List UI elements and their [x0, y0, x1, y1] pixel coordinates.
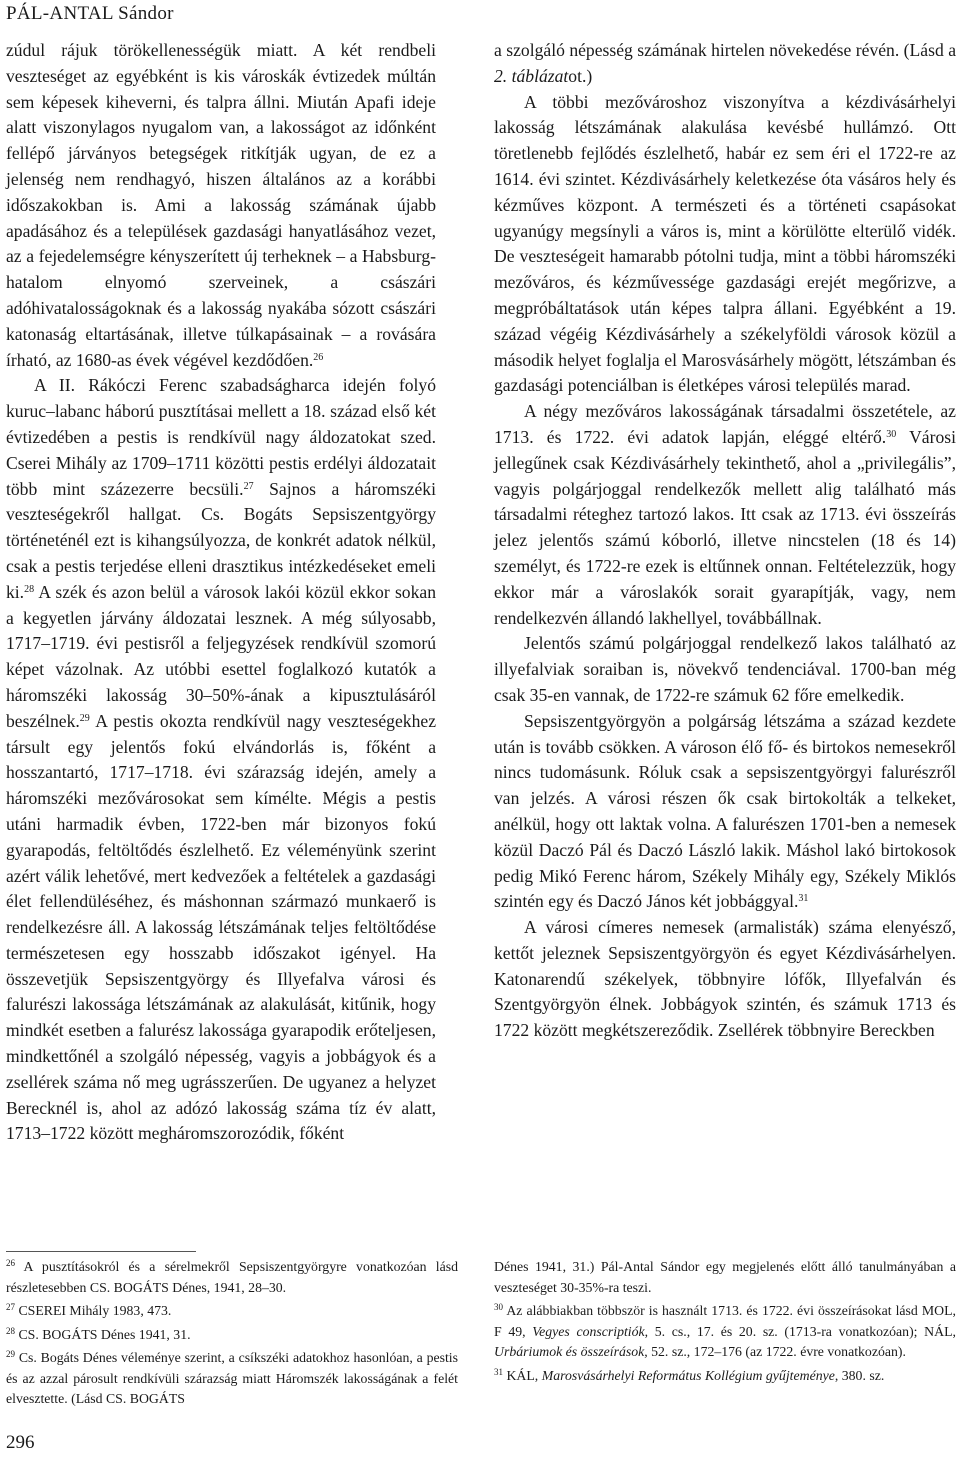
footnote-text: , 380. sz.: [834, 1367, 885, 1383]
paragraph-text: ot.): [568, 65, 593, 86]
footnote-continuation: Dénes 1941, 31.) Pál-Antal Sándor egy megjelenés előtt álló tanulmányában a veszteséget 30-35%-ra teszi.: [494, 1259, 956, 1295]
footnote: [6, 1325, 458, 1346]
footnote-number: 28: [6, 1325, 15, 1336]
paragraph-text: zúdul rájuk törökellenességük miatt. A két rendbeli veszteséget az egyébként is kis városkák évtizedek múltán sem képesek kiheverni, és talpra állni. Miután Apafi ideje alatt viszonylagos nyugalom van, a lakosságot az időnként fellépő járványos betegségek ritkítják ugyan, de ez a jelenség nem rendhagyó, hiszen általános az a korábbi időszakokban is. Ami a lakosság számának újabb apadásához és a települések gazdasági hanyatlásához vezet, az a fejedelemségre kényszerített új terheknek – a Habsburg-hatalom elnyomó szerveinek, a császári adóhivatalosságoknak és a lakosság nyakába sózott császári katonaság eltartásának, illetve túlkapásainak – a rovására írható, az 1680-as évek végével kezdődően.: [6, 40, 436, 370]
footnote-ref[interactable]: 29: [79, 712, 90, 724]
paragraph: [6, 38, 436, 373]
footnote-text: , 5. cs., 17. és 20. sz. (1713-ra vonatkozóan); NÁL,: [644, 1323, 956, 1339]
footnote: [6, 1348, 458, 1410]
paragraph-text: Sajnos a háromszéki veszteségekről hallgat. Cs. Bogáts Sepsiszentgyörgy történeténél ezt is kihangsúlyozza, de konkrét adatok nélkül, csak a pestis terjedése elleni drasztikus intézkedéseket emeli ki.: [6, 478, 436, 602]
footnote-text: , 52. sz., 172–176 (az 1722. évre vonatkozóan).: [644, 1344, 906, 1359]
paragraph: [494, 38, 956, 90]
footnote-separator: [6, 1251, 196, 1252]
footnote-text: Cs. Bogáts Dénes véleménye szerint, a csíkszéki adatokhoz hasonlóan, a pestis és az azzal párosult rendkívüli szárazság miatt Háromszék lakosságának a felét elvesztette. (Lásd CS. BOGÁTS: [6, 1350, 458, 1406]
footnotes-left: [6, 1257, 458, 1413]
paragraph-text: A pestis okozta rendkívül nagy veszteségekhez társult egy jelentős fokú elvándorlás is, főként a hosszantartó, 1717–1718. évi szárazság idején, amely a háromszéki mezővárosokat sem kímélte. Mégis a pestis utáni harmadik évben, 1722-ben már bizonyos fokú gyarapodás, feltöltődés észlelhető. Ez véleményünk szerint azért válik lehetővé, mert kedvezőek a feltételek a gazdasági élet fellendüléséhez, és máshonnan származó munkaerő is rendelkezésre áll. A lakosság létszámának teljes feltöltődése természetesen egy hosszabb időszakot igényel. Ha összevetjük Sepsiszentgyörgy és Illyefalva városi és falurészi lakossága létszámának az alakulását, kitűnik, hogy mindkét esetben a falurész lakossága gyarapodik erőteljesen, mindkettőnél a szolgáló népesség, vagyis a jobbágyok és a zsellérek száma nő meg ugrásszerűen. De ugyanez a helyzet Berecknél is, ahol az adózó lakosság száma tíz év alatt, 1713–1722 között megháromszorozódik, főként: [6, 710, 436, 1144]
footnote-text: CS. BOGÁTS Dénes 1941, 31.: [18, 1326, 191, 1342]
paragraph: [494, 709, 956, 915]
paragraph-text: A négy mezőváros lakosságának társadalmi összetétele, az 1713. és 1722. évi adatok lapján, eléggé eltérő.: [494, 401, 956, 447]
table-reference: 2. táblázat: [494, 65, 569, 86]
paragraph-text: Sepsiszentgyörgyön a polgárság létszáma a század kezdete után is tovább csökken. A városon élő fő- és birtokos nemesekről nincs tudomásunk. Róluk csak a sepsiszentgyörgyi falurészről van jelzés. A városi részen ők csak birtokolták a telkeket, anélkül, hogy ott laktak volna. A falurészen 1701-ben a nemesek közül Daczó Pál és Daczó László lakik. Máshol lakó birtokosok pedig Mikó Ferenc három, Székely Mihály egy, Székely Miklós szintén egy és Daczó János két jobbággyal.: [494, 710, 956, 912]
paragraph-text: a szolgáló népesség számának hirtelen növekedése révén. (Lásd a: [494, 40, 956, 60]
footnote-number: 26: [6, 1258, 15, 1268]
footnote-text: CSEREI Mihály 1983, 473.: [18, 1303, 172, 1318]
paragraph-text: A szék és azon belül a városok lakói közül ekkor sokan a kegyetlen járvány áldozatai lesznek. A még súlyosabb, 1717–1719. évi pestisről a feljegyzések rendkívül szomorú képet vázolnak. Az utóbbi esettel foglalkozó kutatók a háromszéki lakosság 30–50%-ának a kipusztulásáról beszélnek.: [6, 581, 436, 731]
footnote-number: 29: [6, 1349, 15, 1359]
footnote: [494, 1366, 956, 1387]
paragraph: Jelentős számú polgárjoggal rendelkező lakos található az illyefalviak soraiban is, növekvő tendenciával. 1700-ban még csak 35-en vannak, de 1722-re számuk 62 főre emelkedik.: [494, 633, 956, 705]
footnote: [6, 1301, 458, 1322]
right-column: [494, 38, 956, 1044]
left-column: [6, 38, 436, 1147]
footnote-ref[interactable]: 30: [886, 428, 897, 440]
paragraph: A többi mezővároshoz viszonyítva a kézdivásárhelyi lakosság létszámának alakulása kevésbé hullámzó. Ott töretlenebb fejlődés észlelhető, habár ez sem éri el 1722-re az 1614. évi szintet. Kézdivásárhely keletkezése óta vásáros hely és kézműves központ. A természeti és a történeti csapásokat ugyanúgy megsínyli a város is, mint a körülötte elterülő vidék. De veszteségeit hamarabb pótolni tudja, mint a többi háromszéki mezőváros, és kézművessége gazdasági erejét megőrizve, a megpróbáltatások után képes talpra állani. Egyébként a 19. század végéig Kézdivásárhely a székelyföldi városok közül a második helyet foglalja el Marosvásárhely mögött, létszámban és gazdasági potenciálban is életképes városi település marad.: [494, 91, 956, 396]
footnote-text: KÁL,: [506, 1367, 542, 1383]
footnote-number: 31: [494, 1366, 503, 1377]
paragraph: [6, 373, 436, 1147]
footnote-ref[interactable]: 31: [798, 893, 809, 905]
footnote-ref[interactable]: 27: [243, 480, 254, 492]
running-head: PÁL-ANTAL Sándor: [6, 3, 174, 24]
footnotes-right: [494, 1257, 956, 1389]
paragraph: A városi címeres nemesek (armalisták) száma elenyésző, kettőt jeleznek Sepsiszentgyörgyön és egyet Kézdivásárhelyen. Katonarendű székelyek, többnyire lófők, Illyefalván és Szentgyörgyön élnek. Jobbágyok szintén, és számuk 1713 és 1722 között megkétszereződik. Zsellérek többnyire Bereckben: [494, 917, 956, 1041]
source-title: Urbáriumok és összeírások: [494, 1344, 645, 1359]
page-number: 296: [6, 1432, 35, 1453]
footnote-number: 30: [494, 1302, 503, 1312]
footnote-text: A pusztításokról és a sérelmekről Sepsiszentgyörgyre vonatkozóan lásd részletesebben CS. BOGÁTS Dénes, 1941, 28–30.: [6, 1259, 458, 1295]
footnote: [6, 1257, 458, 1298]
source-title: Vegyes conscriptiók: [532, 1323, 645, 1339]
footnote-ref[interactable]: 26: [313, 351, 324, 363]
footnote: [494, 1301, 956, 1363]
paragraph-text: A II. Rákóczi Ferenc szabadságharca idején folyó kuruc–labanc háború pusztításai mellett a 18. század első két évtizedében a pestis is rendkívül nagy áldozatokat szed. Cserei Mihály az 1709–1711 közötti pestis erdélyi áldozatait több mint százezerre becsüli.: [6, 375, 436, 499]
footnote-number: 27: [6, 1302, 15, 1312]
footnote-ref[interactable]: 28: [24, 583, 35, 595]
source-title: Marosvásárhelyi Református Kollégium gyűjteménye: [541, 1367, 835, 1383]
paragraph-text: Városi jellegűnek csak Kézdivásárhely tekinthető, ahol a „privilegális”, vagyis polgárjoggal rendelkezők mellett alig található más társadalmi réteghez tartozó lakos. Itt csak az 1713. évi összeírás jelez jelentős számú kóborló, illetve nincstelen (18 és 14) személyt, és 1722-re ezek is eltűnnek onnan. Feltételezzük, hogy ekkor már a városlakók sorait gyarapítják, vagy, nem rendelkezvén állandó lakhellyel, továbbállnak.: [494, 426, 956, 628]
paragraph: [494, 399, 956, 631]
footnote-text: Az alábbiakban többször is használt 1713. és 1722. évi összeírásokat lásd MOL, F 49,: [494, 1303, 956, 1339]
